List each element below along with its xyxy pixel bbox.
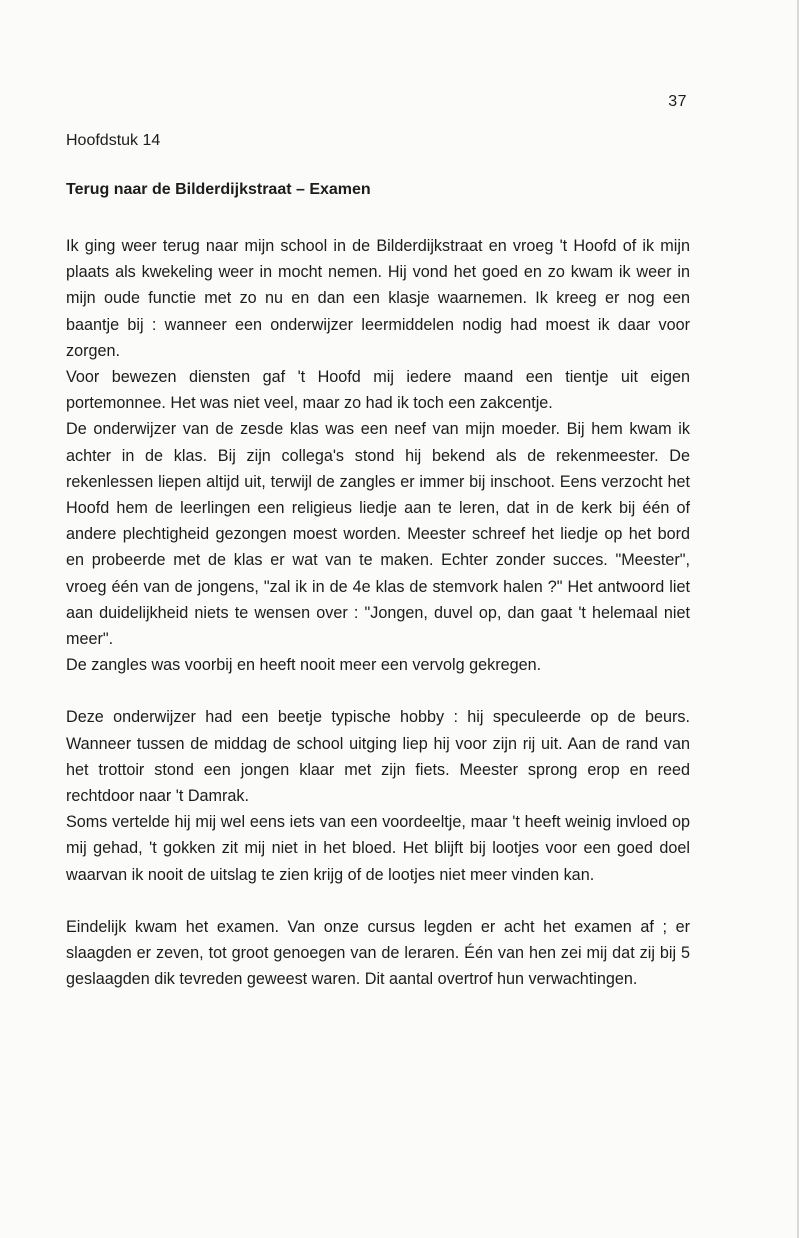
page-number: 37 (668, 93, 687, 110)
paragraph: Soms vertelde hij mij wel eens iets van een voordeeltje, maar 't heeft weinig invloed op mij gehad, 't gokken zit mij niet in het bloed. Het blijft bij lootjes voor een goed doel waarvan ik nooit de uitslag te zien krijg of de lootjes niet meer vinden kan. (66, 813, 690, 884)
section-gap (66, 678, 690, 704)
body-text (66, 233, 690, 992)
paragraph: Ik ging weer terug naar mijn school in de Bilderdijkstraat en vroeg 't Hoofd of ik mijn plaats als kwekeling weer in mocht nemen. Hij vond het goed en zo kwam ik weer in mijn oude functie met zo nu en dan een klasje waarnemen. Ik kreeg er nog een baantje bij : wanneer een onderwijzer leermiddelen nodig had moest ik daar voor zorgen. (66, 237, 690, 360)
section-gap (66, 888, 690, 914)
paragraph: De zangles was voorbij en heeft nooit meer een vervolg gekregen. (66, 656, 542, 675)
chapter-title: Terug naar de Bilderdijkstraat – Examen (66, 181, 371, 198)
paragraph: Deze onderwijzer had een beetje typische hobby : hij speculeerde op de beurs. Wanneer tussen de middag de school uitging liep hij voor zijn rij uit. Aan de rand van het trottoir stond een jongen klaar met zijn fiets. Meester sprong erop en reed rechtdoor naar 't Damrak. (66, 708, 690, 806)
paragraph: Voor bewezen diensten gaf 't Hoofd mij iedere maand een tientje uit eigen portemonnee. Het was niet veel, maar zo had ik toch een zakcentje. (66, 368, 690, 413)
paragraph: De onderwijzer van de zesde klas was een neef van mijn moeder. Bij hem kwam ik achter in de klas. Bij zijn collega's stond hij bekend als de rekenmeester. De rekenlessen liepen altijd uit, terwijl de zangles er immer bij inschoot. Eens verzocht het Hoofd hem de leerlingen een religieus liedje aan te leren, dat in de kerk bij één of andere plechtigheid gezongen moest worden. Meester schreef het liedje op het bord en probeerde met de klas er wat van te maken. Echter zonder succes. "Meester", vroeg één van de jongens, "zal ik in de 4e klas de stemvork halen ?" Het antwoord liet aan duidelijkheid niets te wensen over : "Jongen, duvel op, dan gaat 't helemaal niet meer". (66, 420, 690, 649)
paragraph: Eindelijk kwam het examen. Van onze cursus legden er acht het examen af ; er slaagden er zeven, tot groot genoegen van de leraren. Één van hen zei mij dat zij bij 5 geslaagden dik tevreden geweest waren. Dit aantal overtrof hun verwachtingen. (66, 917, 690, 989)
chapter-label: Hoofdstuk 14 (66, 132, 161, 149)
